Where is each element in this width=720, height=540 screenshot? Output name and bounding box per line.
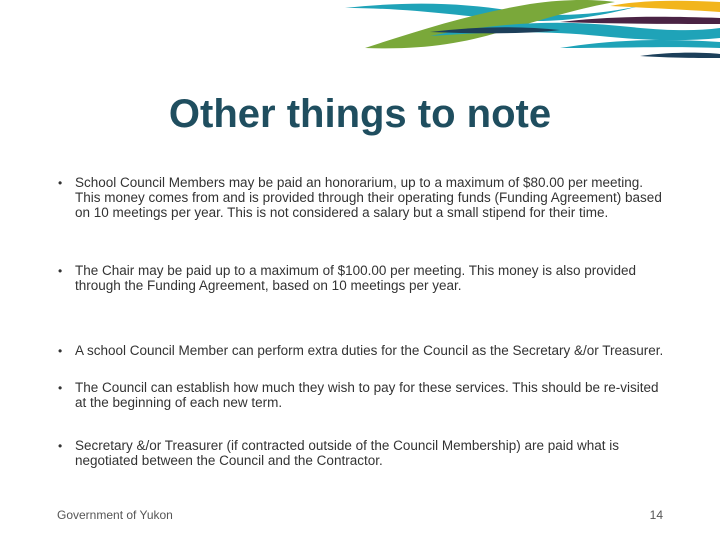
- wave-teal-bottom: [560, 40, 720, 48]
- bullet-text: The Chair may be paid up to a maximum of $100.00 per meeting. This money is also provided through the Funding Agreement, based on 10 meetings per year.: [75, 263, 637, 293]
- bullet-text: Secretary &/or Treasurer (if contracted outside of the Council Membership) are paid what is negotiated between the Council and the Contractor.: [75, 438, 619, 468]
- bullet-honorarium: [58, 176, 668, 220]
- wave-navy-bottom: [640, 53, 720, 58]
- footer-page-number: 14: [649, 508, 663, 522]
- bullet-marker: •: [58, 176, 63, 190]
- bullet-chair-payment: [58, 264, 668, 294]
- bullet-text: The Council can establish how much they wish to pay for these services. This should be re-visited at the beginning of each new term.: [75, 380, 659, 410]
- bullet-text: School Council Members may be paid an honorarium, up to a maximum of $80.00 per meeting. This money comes from and is provided through their operating funds (Funding Agreement) based on 10 meetings per year. This is not considered a salary but a small stipend for their time.: [75, 175, 662, 220]
- bullet-contractor: [58, 439, 668, 469]
- bullet-marker: •: [58, 381, 63, 395]
- wave-yellow: [610, 1, 720, 12]
- bullet-text: A school Council Member can perform extra duties for the Council as the Secretary &/or Treasurer.: [75, 343, 664, 358]
- bullet-marker: •: [58, 439, 63, 453]
- bullet-marker: •: [58, 264, 63, 278]
- wave-purple: [560, 17, 720, 24]
- bullet-service-pay: [58, 381, 668, 411]
- footer-organization: Government of Yukon: [57, 508, 173, 522]
- bullet-extra-duties: [58, 344, 668, 359]
- decorative-wave-banner: [0, 0, 720, 70]
- bullet-marker: •: [58, 344, 63, 358]
- slide-title: Other things to note: [168, 92, 552, 136]
